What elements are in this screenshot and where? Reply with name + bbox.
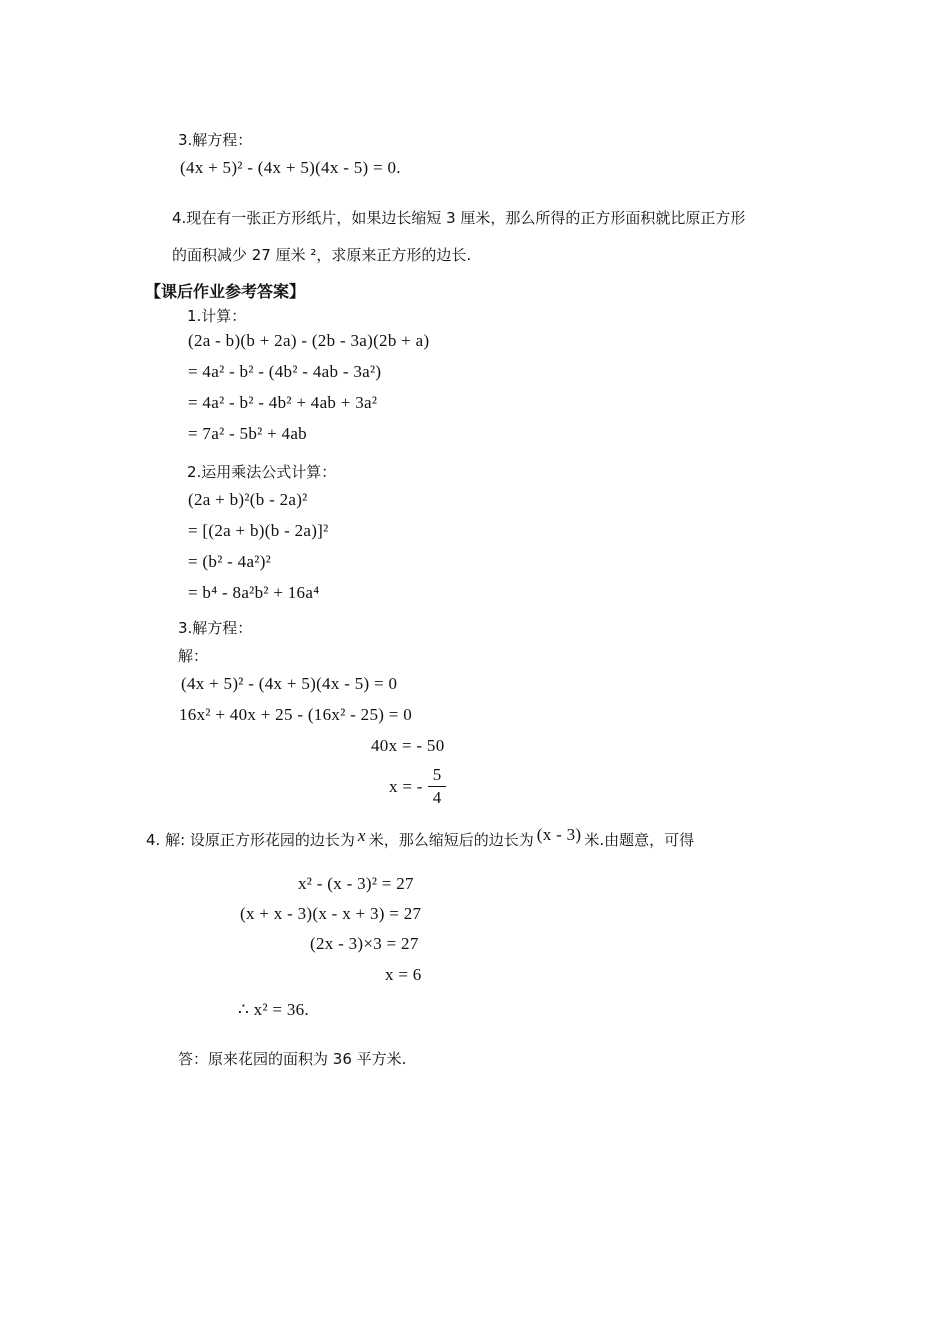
- fraction-numerator: 5: [432, 765, 442, 784]
- answer-4-line: (2x - 3)×3 = 27: [310, 934, 419, 953]
- answer-2-label: 2.运用乘法公式计算：: [187, 463, 337, 481]
- answer-4-intro-c: 米.由题意，可得: [584, 831, 695, 849]
- answer-4-therefore: ∴ x² = 36.: [238, 1000, 309, 1019]
- problem-3-equation: (4x + 5)² - (4x + 5)(4x - 5) = 0.: [180, 158, 401, 177]
- answer-2-line: = b⁴ - 8a²b² + 16a⁴: [188, 583, 320, 602]
- answer-4-line: x² - (x - 3)² = 27: [298, 874, 414, 893]
- answer-2-line: = [(2a + b)(b - 2a)]²: [188, 521, 329, 540]
- problem-4-line-1: 4.现在有一张正方形纸片，如果边长缩短 3 厘米，那么所得的正方形面积就比原正方形: [172, 209, 746, 227]
- answer-1-line: = 7a² - 5b² + 4ab: [188, 424, 307, 443]
- problem-3-label: 3.解方程：: [178, 131, 253, 149]
- answer-4-conclusion: 答：原来花园的面积为 36 平方米.: [178, 1050, 407, 1068]
- answer-4-expression: (x - 3): [536, 825, 582, 844]
- answer-4-line: x = 6: [385, 965, 422, 984]
- answers-heading: 【课后作业参考答案】: [145, 282, 306, 301]
- fraction-denominator: 4: [432, 788, 442, 807]
- answer-4-intro-a: 4. 解: 设原正方形花园的边长为: [146, 831, 355, 849]
- answer-2-line: (2a + b)²(b - 2a)²: [188, 490, 308, 509]
- fraction-bar: [428, 786, 446, 787]
- answer-4-intro: [146, 825, 695, 850]
- answer-3-line: 40x = - 50: [371, 736, 445, 755]
- answer-3-label: 3.解方程：: [178, 619, 253, 637]
- answer-4-variable-x: x: [357, 826, 366, 845]
- answer-3-line: 16x² + 40x + 25 - (16x² - 25) = 0: [179, 705, 412, 724]
- answer-3-final-lhs: x = -: [389, 777, 423, 796]
- answer-1-line: = 4a² - b² - (4b² - 4ab - 3a²): [188, 362, 382, 381]
- answer-2-line: = (b² - 4a²)²: [188, 552, 272, 571]
- answer-4-line: (x + x - 3)(x - x + 3) = 27: [240, 904, 422, 923]
- answer-1-line: (2a - b)(b + 2a) - (2b - 3a)(2b + a): [188, 331, 430, 350]
- answer-1-label: 1.计算：: [187, 307, 247, 325]
- problem-4-line-2: 的面积减少 27 厘米 ²，求原来正方形的边长.: [172, 246, 472, 264]
- answer-4-intro-b: 米，那么缩短后的边长为: [368, 831, 534, 849]
- answer-3-line: (4x + 5)² - (4x + 5)(4x - 5) = 0: [181, 674, 398, 693]
- answer-3-fraction: [428, 765, 446, 808]
- answer-1-line: = 4a² - b² - 4b² + 4ab + 3a²: [188, 393, 378, 412]
- answer-3-jie: 解：: [178, 647, 209, 665]
